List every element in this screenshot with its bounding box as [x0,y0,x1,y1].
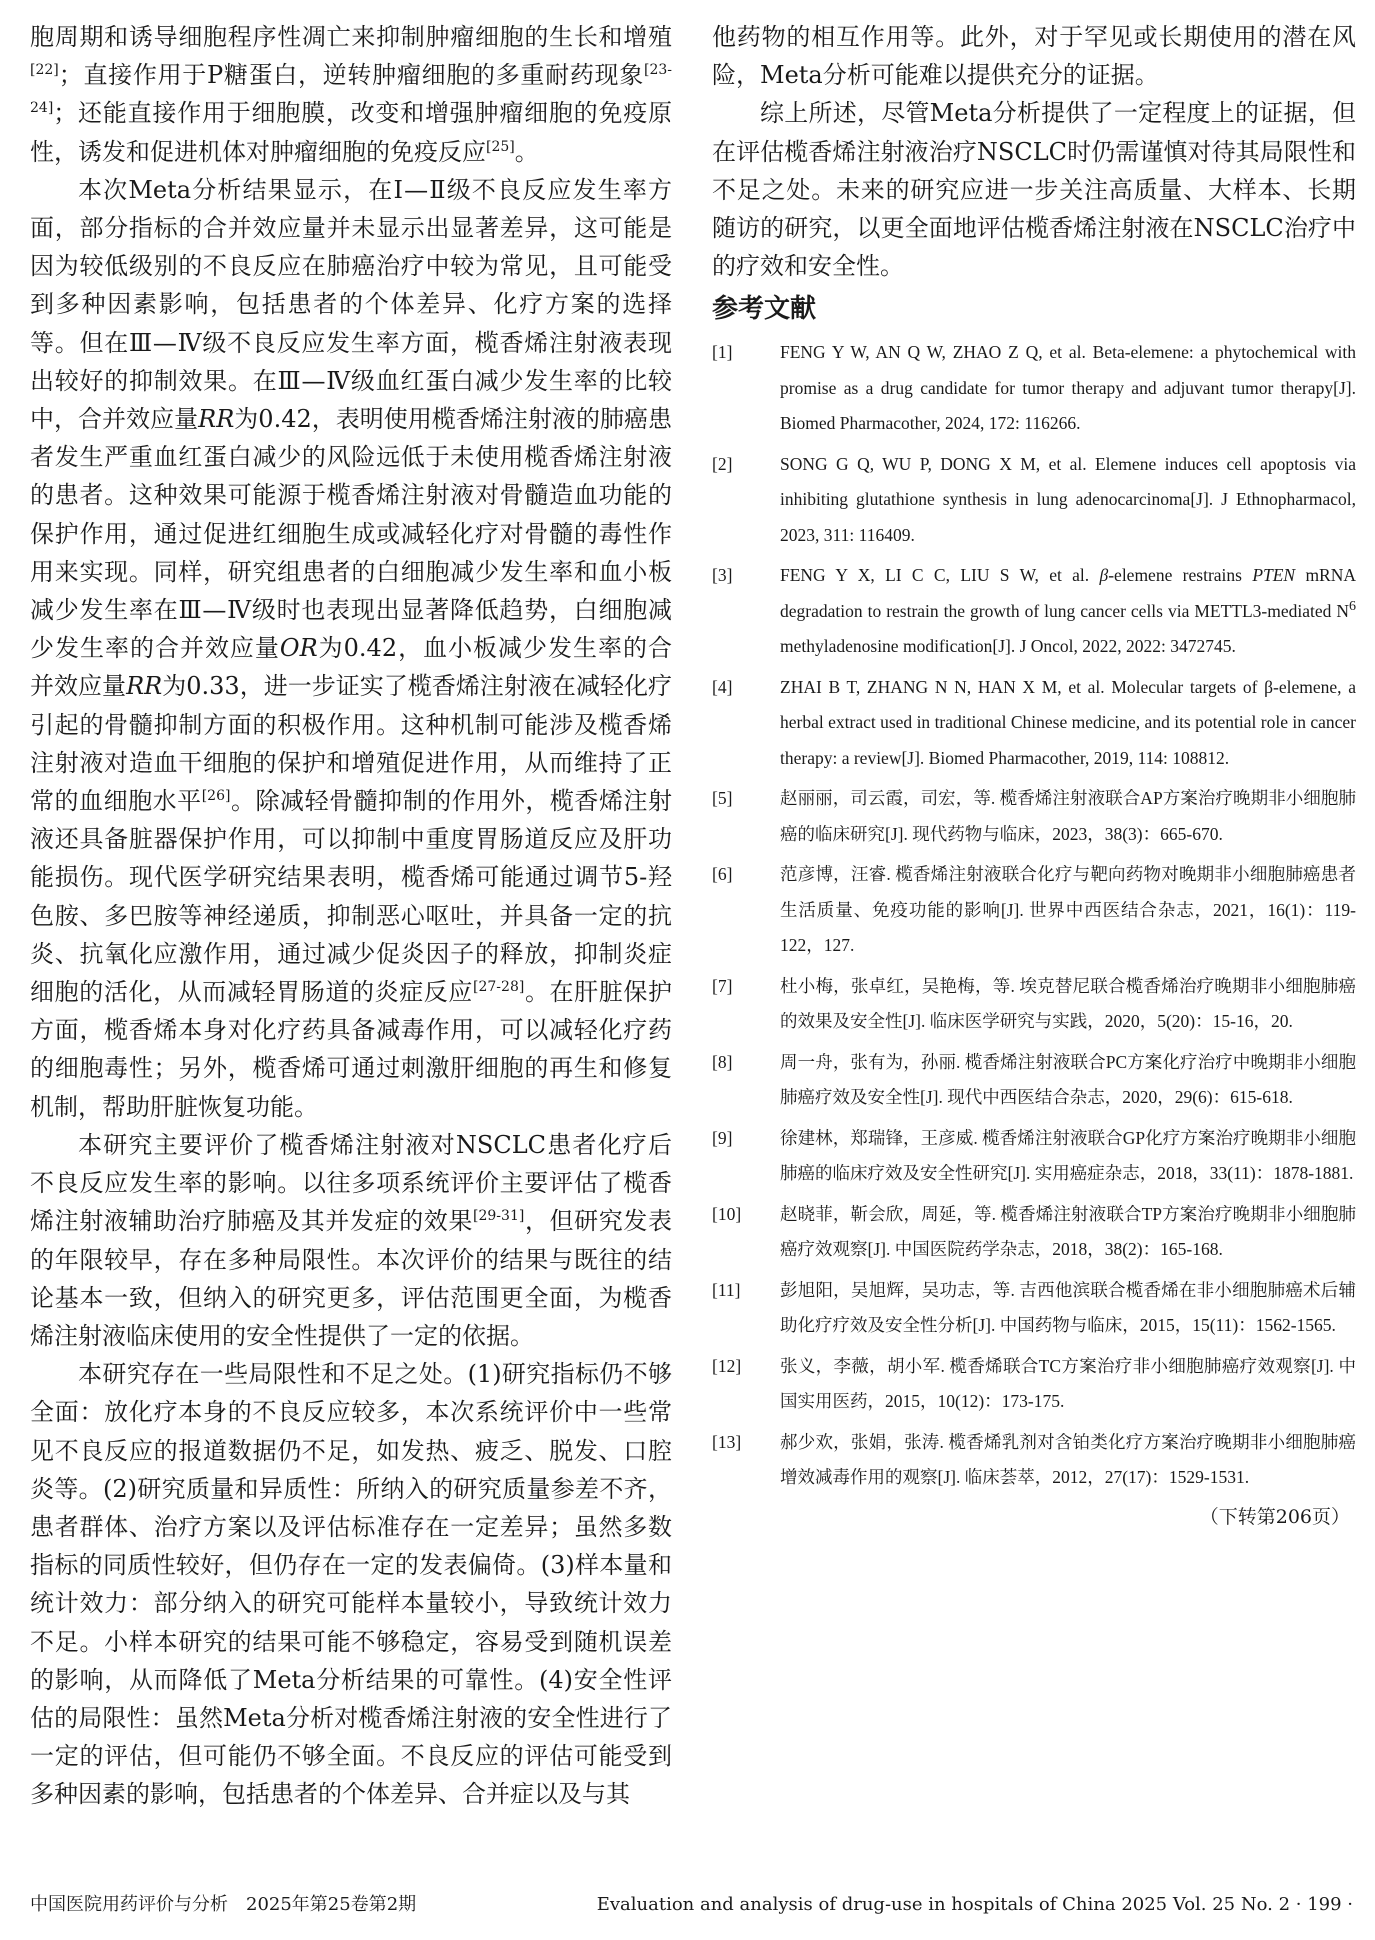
reference-number: [12] [712,1355,742,1376]
reference-item [712,1349,1356,1420]
reference-item [712,969,1356,1040]
continued-on-page-note: （下转第206页） [1199,1505,1350,1528]
references-heading: 参考文献 [712,294,817,325]
journal-name-cn: 中国医院用药评价与分析 2025年第25卷第2期 [30,1894,417,1915]
reference-text: 杜小梅，张卓红，吴艳梅，等. 埃克替尼联合榄香烯治疗晚期非小细胞肺癌的效果及安全性[J]. 临床医学研究与实践，2020，5(20)：15-16，20. [780,975,1356,1032]
citation: [23-24] [30,62,672,117]
reference-number: [1] [712,342,733,363]
reference-text: 彭旭阳，吴旭辉，吴功志，等. 吉西他滨联合榄香烯在非小细胞肺癌术后辅助化疗疗效及安全性分析[J]. 中国药物与临床，2015，15(11)：1562-1565. [780,1279,1356,1336]
reference-item: [3] FENG Y X, LI C C, LIU S W, et al. β-elemene restrains PTEN mRNA degradation to restrain the growth of lung cancer cells via METTL3-mediated $N^6$ methyladenosine modification[J]. J Oncol, 2022, 2022: 3472745. [712,558,1356,665]
reference-text: 郝少欢，张娟，张涛. 榄香烯乳剂对含铂类化疗方案治疗晚期非小细胞肺癌增效减毒作用的观察[J]. 临床荟萃，2012，27(17)：1529-1531. [780,1431,1356,1488]
reference-list [712,335,1356,1496]
reference-item [712,670,1356,777]
stat-rr: RR [198,405,235,434]
body-paragraph-2: 本次Meta分析结果显示，在Ⅰ—Ⅱ级不良反应发生率方面，部分指标的合并效应量并未显示出显著差异，这可能是因为较低级别的不良反应在肺癌治疗中较为常见，且可能受到多种因素影响，包括患者的个体差异、化疗方案的选择等。但在Ⅲ—Ⅳ级不良反应发生率方面，榄香烯注射液表现出较好的抑制效果。在Ⅲ—Ⅳ级血红蛋白减少发生率的比较中，合并效应量RR为0.42，表明使用榄香烯注射液的肺癌患者发生严重血红蛋白减少的风险远低于未使用榄香烯注射液的患者。这种效果可能源于榄香烯注射液对骨髓造血功能的保护作用，通过促进红细胞生成或减轻化疗对骨髓的毒性作用来实现。同样，研究组患者的白细胞减少发生率和血小板减少发生率在Ⅲ—Ⅳ级时也表现出显著降低趋势，白细胞减少发生率的合并效应量OR为0.42，血小板减少发生率的合并效应量RR为0.33，进一步证实了榄香烯注射液在减轻化疗引起的骨髓抑制方面的积极作用。这种机制可能涉及榄香烯注射液对造血干细胞的保护和增殖促进作用，从而维持了正常的血细胞水平[26]。除减轻骨髓抑制的作用外，榄香烯注射液还具备脏器保护作用，可以抑制中重度胃肠道反应及肝功能损伤。现代医学研究结果表明，榄香烯可能通过调节5-羟色胺、多巴胺等神经递质，抑制恶心呕吐，并具备一定的抗炎、抗氧化应激作用，通过减少促炎因子的释放，抑制炎症细胞的活化，从而减轻胃肠道的炎症反应[27-28]。在肝脏保护方面，榄香烯本身对化疗药具备减毒作用，可以减轻化疗药的细胞毒性；另外，榄香烯可通过刺激肝细胞的再生和修复机制，帮助肝脏恢复功能。 [30,175,673,1121]
reference-item [712,1425,1356,1496]
left-column [30,18,672,1814]
reference-text: 周一舟，张有为，孙丽. 榄香烯注射液联合PC方案化疗治疗中晚期非小细胞肺癌疗效及安全性[J]. 现代中西医结合杂志，2020，29(6)：615-618. [780,1051,1356,1108]
reference-text: 张义，李薇，胡小军. 榄香烯联合TC方案治疗非小细胞肺癌疗效观察[J]. 中国实用医药，2015，10(12)：173-175. [780,1355,1356,1412]
reference-item [712,1273,1356,1344]
reference-number: [13] [712,1431,742,1452]
citation: [27-28] [473,979,525,996]
reference-number: [3] [712,565,733,586]
reference-item [712,335,1356,442]
citation: [29-31] [473,1208,525,1225]
reference-text: SONG G Q, WU P, DONG X M, et al. Elemene induces cell apoptosis via inhibiting glutathione synthesis in lung adenocarcinoma[J]. J Ethnopharmacol, 2023, 311: 116409. [780,453,1356,545]
body-paragraph-5: 他药物的相互作用等。此外，对于罕见或长期使用的潜在风险，Meta分析可能难以提供充分的证据。 [712,23,1356,90]
body-paragraph-6: 综上所述，尽管Meta分析提供了一定程度上的证据，但在评估榄香烯注射液治疗NSCLC时仍需谨慎对待其局限性和不足之处。未来的研究应进一步关注高质量、大样本、长期随访的研究，以更全面地评估榄香烯注射液在NSCLC治疗中的疗效和安全性。 [712,99,1356,281]
citation: [26] [201,788,231,805]
reference-number: [2] [712,453,733,474]
reference-number: [8] [712,1051,733,1072]
reference-item [712,1121,1356,1192]
reference-number: [5] [712,788,733,809]
reference-number: [9] [712,1127,733,1148]
citation: [25] [486,138,515,155]
reference-text: FENG Y W, AN Q W, ZHAO Z Q, et al. Beta-elemene: a phytochemical with promise as a drug candidate for tumor therapy and adjuvant tumor therapy[J]. Biomed Pharmacother, 2024, 172: 116266. [780,342,1356,434]
reference-text: 赵丽丽，司云霞，司宏，等. 榄香烯注射液联合AP方案治疗晚期非小细胞肺癌的临床研究[J]. 现代药物与临床，2023，38(3)：665-670. [780,788,1356,844]
stat-rr: RR [126,672,163,701]
reference-text: 徐建林，郑瑞锋，王彦威. 榄香烯注射液联合GP化疗方案治疗晚期非小细胞肺癌的临床疗效及安全性研究[J]. 实用癌症杂志，2018，33(11)：1878-1881. [780,1127,1356,1184]
reference-text: 赵晓菲，靳会欣，周延，等. 榄香烯注射液联合TP方案治疗晚期非小细胞肺癌疗效观察[J]. 中国医院药学杂志，2018，38(2)：165-168. [780,1203,1356,1260]
reference-number: [7] [712,975,733,996]
reference-item [712,857,1356,964]
journal-name-en-page-number: Evaluation and analysis of drug-use in hospitals of China 2025 Vol. 25 No. 2 · 199 · [596,1894,1353,1915]
reference-text: 范彦博，汪睿. 榄香烯注射液联合化疗与靶向药物对晚期非小细胞肺癌患者生活质量、免疫功能的影响[J]. 世界中西医结合杂志，2021，16(1)：119-122，127. [780,864,1356,956]
reference-number: [11] [712,1279,741,1300]
reference-number: [6] [712,864,733,885]
stat-or: OR [279,634,318,663]
body-paragraph-3: 本研究主要评价了榄香烯注射液对NSCLC患者化疗后不良反应发生率的影响。以往多项系统评价主要评估了榄香烯注射液辅助治疗肺癌及其并发症的效果[29-31]，但研究发表的年限较早，存在多种局限性。本次评价的结果与既往的结论基本一致，但纳入的研究更多，评估范围更全面，为榄香烯注射液临床使用的安全性提供了一定的依据。 [30,1130,673,1350]
page-footer [30,1888,1353,1922]
reference-text: ZHAI B T, ZHANG N N, HAN X M, et al. Molecular targets of β-elemene, a herbal extract used in traditional Chinese medicine, and its potential role in cancer therapy: a review[J]. Biomed Pharmacother, 2019, 114: 108812. [780,676,1356,768]
right-column [712,18,1356,1529]
body-paragraph-1: 胞周期和诱导细胞程序性凋亡来抑制肿瘤细胞的生长和增殖[22]；直接作用于P糖蛋白，逆转肿瘤细胞的多重耐药现象[23-24]；还能直接作用于细胞膜，改变和增强肿瘤细胞的免疫原性，诱发和促进机体对肿瘤细胞的免疫反应[25]。 [30,23,672,166]
reference-number: [4] [712,676,733,697]
citation: [22] [30,62,59,79]
reference-item [712,781,1356,852]
reference-item [712,1045,1356,1116]
reference-number: [10] [712,1203,742,1224]
reference-item [712,447,1356,554]
body-paragraph-4: 本研究存在一些局限性和不足之处。(1)研究指标仍不够全面：放化疗本身的不良反应较多，本次系统评价中一些常见不良反应的报道数据仍不足，如发热、疲乏、脱发、口腔炎等。(2)研究质量和异质性：所纳入的研究质量参差不齐，患者群体、治疗方案以及评估标准存在一定差异；虽然多数指标的同质性较好，但仍存在一定的发表偏倚。(3)样本量和统计效力：部分纳入的研究可能样本量较小，导致统计效力不足。小样本研究的结果可能不够稳定，容易受到随机误差的影响，从而降低了Meta分析结果的可靠性。(4)安全性评估的局限性：虽然Meta分析对榄香烯注射液的安全性进行了一定的评估，但可能仍不够全面。不良反应的评估可能受到多种因素的影响，包括患者的个体差异、合并症以及与其 [30,1360,672,1809]
reference-item [712,1197,1356,1268]
